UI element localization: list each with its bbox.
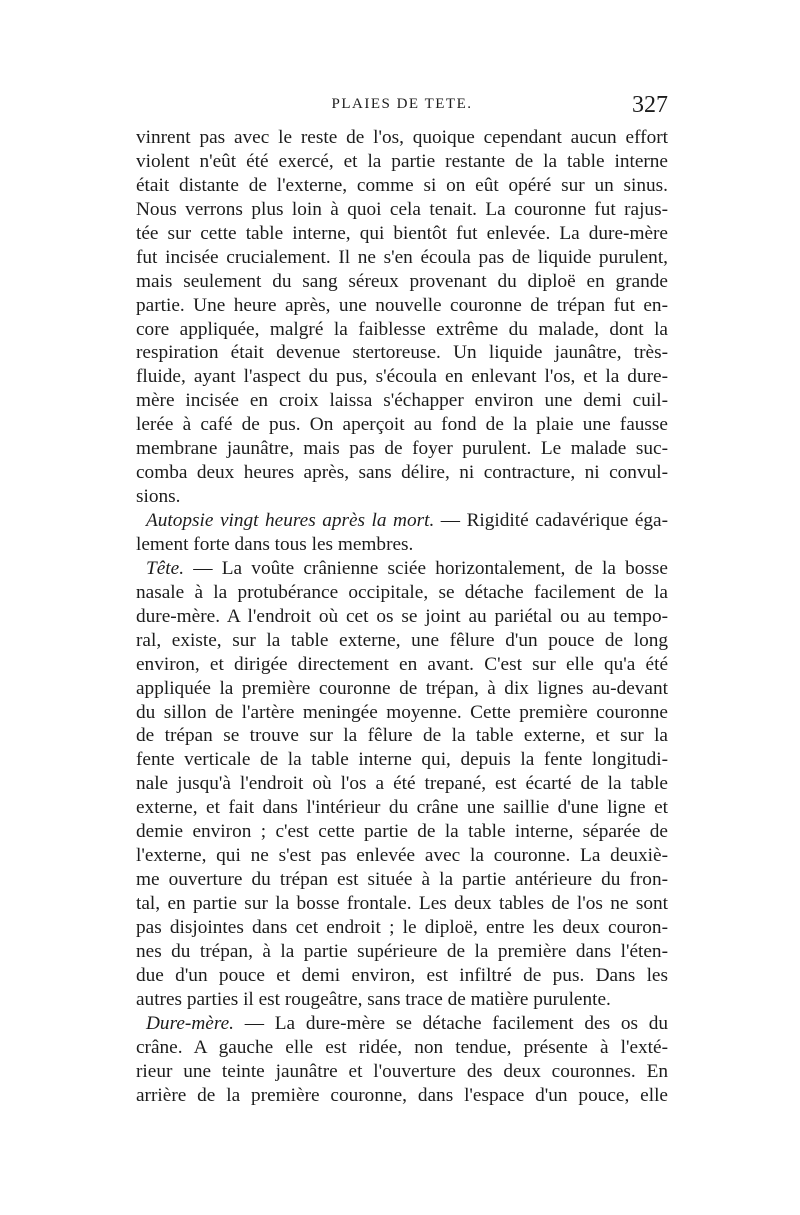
text-line: due d'un pouce et demi environ, est infiltré de pus. Dans les [136, 964, 668, 986]
section-lead: Autopsie vingt heures après la mort. [146, 510, 435, 531]
text-line: dure-mère. A l'endroit où cet os se joint au pariétal ou au tempo- [136, 605, 668, 627]
text-line: environ, et dirigée directement en avant. C'est sur elle qu'a été [136, 653, 668, 675]
text-line: mère incisée en croix laissa s'échapper environ une demi cuil- [136, 390, 668, 412]
text-line: appliquée la première couronne de trépan, à dix lignes au-devant [136, 677, 668, 699]
text-line: lerée à café de pus. On aperçoit au fond de la plaie une fausse [136, 414, 668, 436]
page-header [136, 92, 668, 122]
text-line: sions. [136, 486, 181, 508]
text-line: membrane jaunâtre, mais pas de foyer purulent. Le malade suc- [136, 438, 668, 460]
line-text: — La dure-mère se détache facilement des os du [233, 1012, 668, 1034]
text-line: tal, en partie sur la bosse frontale. Les deux tables de l'os ne sont [136, 893, 668, 914]
text-line [136, 1012, 668, 1036]
text-line: Nous verrons plus loin à quoi cela tenait. La couronne fut rajus- [136, 198, 668, 220]
text-line: rieur une teinte jaunâtre et l'ouverture des deux couronnes. En [136, 1060, 668, 1082]
text-line: me ouverture du trépan est située à la partie antérieure du fron- [136, 869, 668, 891]
running-title: PLAIES DE TETE. [331, 96, 473, 112]
section-lead: Tête. [146, 557, 185, 579]
text-line: nes du trépan, à la partie supérieure de la première dans l'éten- [136, 940, 668, 962]
text-line: de trépan se trouve sur la fêlure de la table externe, et sur la [136, 725, 668, 747]
text-line [136, 509, 668, 533]
text-line: fluide, ayant l'aspect du pus, s'écoula en enlevant l'os, et la dure- [136, 366, 668, 388]
text-line [136, 557, 668, 581]
text-line: fut incisée crucialement. Il ne s'en écoula pas de liquide purulent, [136, 246, 668, 268]
text-line: ral, existe, sur la table externe, une fêlure d'un pouce de long [136, 629, 668, 651]
text-line: du sillon de l'artère meningée moyenne. Cette première couronne [136, 701, 668, 723]
text-line: nasale à la protubérance occipitale, se détache facilement de la [136, 581, 668, 603]
text-line: autres parties il est rougeâtre, sans trace de matière purulente. [136, 988, 611, 1010]
text-line: comba deux heures après, sans délire, ni contracture, ni convul- [136, 462, 668, 484]
text-line: lement forte dans tous les membres. [136, 533, 414, 555]
text-line: vinrent pas avec le reste de l'os, quoique cependant aucun effort [136, 127, 668, 148]
text-line: nale jusqu'à l'endroit où l'os a été trepané, est écarté de la table [136, 773, 668, 795]
text-line: arrière de la première couronne, dans l'espace d'un pouce, elle [136, 1084, 668, 1106]
text-line: core appliquée, malgré la faiblesse extrême du malade, dont la [136, 318, 668, 340]
text-line: pas disjointes dans cet endroit ; le diploë, entre les deux couron- [136, 916, 668, 938]
text-line: demie environ ; c'est cette partie de la table interne, séparée de [136, 821, 668, 843]
text-line: violent n'eût été exercé, et la partie restante de la table interne [136, 150, 668, 172]
text-line: externe, et fait dans l'intérieur du crâne une saillie d'une ligne et [136, 797, 668, 819]
text-line: mais seulement du sang séreux provenant du diploë en grande [136, 270, 668, 292]
line-text: — La voûte crânienne sciée horizontalement, de la bosse [184, 557, 668, 579]
text-line: partie. Une heure après, une nouvelle couronne de trépan fut en- [136, 294, 668, 316]
text-line: était distante de l'externe, comme si on eût opéré sur un sinus. [136, 174, 668, 196]
text-line: crâne. A gauche elle est ridée, non tendue, présente à l'exté- [136, 1036, 668, 1058]
text-line: respiration était devenue stertoreuse. Un liquide jaunâtre, très- [136, 342, 668, 364]
line-text: — Rigidité cadavérique éga- [434, 510, 668, 531]
section-lead: Dure-mère. [146, 1012, 234, 1034]
text-line: tée sur cette table interne, qui bientôt fut enlevée. La dure-mère [136, 222, 668, 244]
text-line: fente verticale de la table interne qui, depuis la fente longitudi- [136, 749, 668, 771]
page-number: 327 [632, 92, 668, 118]
text-line: l'externe, qui ne s'est pas enlevée avec la couronne. La deuxiè- [136, 845, 668, 867]
body-text [136, 126, 668, 1107]
